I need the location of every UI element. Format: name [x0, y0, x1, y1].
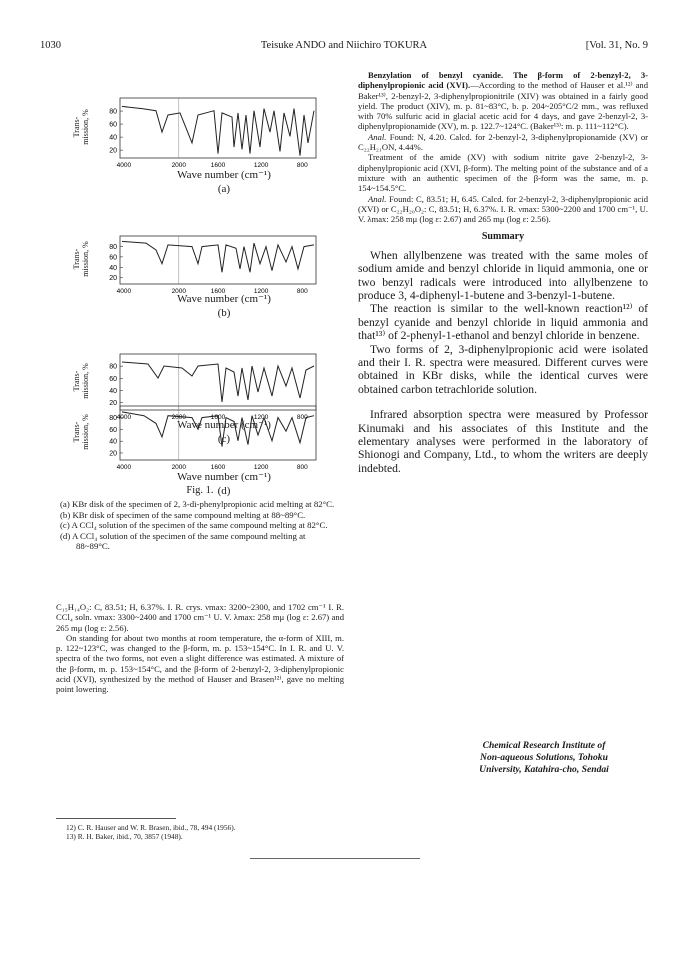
y-tick-label: 40 — [109, 438, 117, 446]
panel-label: (a) — [217, 183, 231, 195]
spectrum-curve — [122, 106, 314, 155]
x-tick-label: 4000 — [116, 414, 132, 421]
plot-frame — [120, 354, 316, 410]
x-tick-label: 1200 — [253, 464, 269, 471]
y-tick-label: 80 — [109, 243, 117, 251]
summary-paragraph-3: Two forms of 2, 3-diphenylpropionic acid were isolated and their I. R. spectra were measured. Different curves were obtained in KBr disks, while the identical curves were obtained carbon tetrachloride solution. — [358, 342, 648, 396]
y-axis-label: Trans- mission, % — [72, 363, 90, 399]
x-tick-label: 1200 — [253, 162, 269, 169]
anal-2-text: Found: C, 83.51; H, 6.45. Calcd. for 2-benzyl-2, 3-diphenylpropionic acid (XVI) or C₂₂H₂₀O₂: C, 83.51; H, 6.37%. I. R. νmax: 5300~2200 and 1700 cm⁻¹, U. V. λmax: 258 mμ (log ε: 2.67) and 265 mμ (log ε: 2.56). — [358, 193, 648, 225]
analysis-paragraph: C₁₅H₁₄O₂: C, 83.51; H, 6.37%. I. R. crys. νmax: 3200~2300, and 1702 cm⁻¹ I. R. CCl₄ soln. νmax: 3300~2400 and 1700 cm⁻¹ U. V. λmax: 258 mμ (log ε: 2.67) and 265 mμ (log ε: 2.56). — [56, 602, 344, 633]
x-axis-label: Wave number (cm⁻¹) — [177, 471, 271, 483]
spectrum-curve — [122, 412, 314, 447]
anal-1-label: Anal. — [368, 131, 387, 142]
y-tick-label: 40 — [109, 264, 117, 272]
x-tick-label: 800 — [296, 414, 308, 421]
x-tick-label: 1600 — [210, 162, 226, 169]
y-axis-label: Trans- mission, % — [72, 109, 90, 145]
right-column-text — [358, 70, 648, 475]
x-tick-label: 1600 — [210, 288, 226, 295]
x-tick-label: 2000 — [171, 162, 187, 169]
y-tick-label: 40 — [109, 388, 117, 396]
spectrum-curve — [122, 362, 314, 402]
y-tick-label: 80 — [109, 363, 117, 371]
anal-1 — [358, 132, 648, 153]
summary-paragraph-2: The reaction is similar to the well-known reaction¹²⁾ of benzyl cyanide and benzyl chloride in liquid ammonia and that¹³⁾ of 2-phenyl-1-ethanol and benzyl chloride in benzene. — [358, 302, 648, 343]
affiliation-line-3: University, Katahira-cho, Sendai — [479, 764, 609, 775]
reference-12: 12) C. R. Hauser and W. R. Brasen, ibid., 78, 494 (1956). — [66, 823, 236, 832]
standing-paragraph: On standing for about two months at room temperature, the α-form of XIII, m. p. 122~123°C, was changed to the β-form, m. p. 153~154°C. In I. R. and U. V. spectra of the two forms, not even a slight difference was estimated. A mixture of the β-form, m. p. 153~154°C, and the β-form of 2-benzyl-2, 3-diphenylpropionic acid (XVI), synthesized by the method of Hauser and Brasen¹²⁾, gave no melting point lowering. — [56, 632, 344, 695]
x-tick-label: 4000 — [116, 464, 132, 471]
caption-item-d: (d) A CCl₄ solution of the specimen of the same compound melting at 88~89°C. — [60, 530, 306, 552]
x-axis-label: Wave number (cm⁻¹) — [177, 169, 271, 181]
running-authors: Teisuke ANDO and Niichiro TOKURA — [260, 40, 428, 51]
x-tick-label: 800 — [296, 288, 308, 295]
x-tick-label: 2000 — [171, 414, 187, 421]
x-tick-label: 2000 — [171, 464, 187, 471]
y-tick-label: 80 — [109, 108, 117, 116]
panel-label: (b) — [217, 307, 231, 319]
y-tick-label: 80 — [109, 415, 117, 423]
anal-1-text: Found: N, 4.20. Calcd. for 2-benzyl-2, 3-diphenylpropionamide (XV) or C₂₂H₂₁ON, 4.44%. — [358, 131, 648, 153]
page-header — [40, 40, 648, 54]
panel-label: (d) — [217, 485, 231, 497]
caption-item-a: (a) KBr disk of the specimen of 2, 3-di-phenylpropionic acid melting at 82°C. — [60, 499, 335, 510]
references — [56, 818, 344, 841]
spectrum-panel-a — [72, 96, 330, 170]
y-tick-label: 20 — [109, 275, 117, 283]
acknowledgement: Infrared absorption spectra were measured by Professor Kinumaki and his associates of this Institute and the elementary analyses were performed in the laboratory of Shionogi and Company, Ltd., to whom the writers are deeply indebted. — [358, 408, 648, 475]
benzylation-body: —According to the method of Hauser et al.¹²⁾ and Baker¹³⁾, 2-benzyl-2, 3-diphenylpropionitrile (XIV) was obtained in a fairly good yield. The product (XIV), m. p. 81~83°C, b. p. 204~205°C/2 mm., was refluxed with 70% sulfuric acid in glacial acetic acid for 4 days, and gave 2-benzyl-2, 3-diphenylpropionamide (XV), m. p. 122.7~124°C. (Baker¹³⁾: m. p. 111~112°C). — [358, 80, 649, 132]
x-tick-label: 2000 — [171, 288, 187, 295]
y-tick-label: 40 — [109, 134, 117, 142]
affiliation-line-1: Chemical Research Institute of — [482, 740, 606, 751]
anal-2 — [358, 194, 648, 225]
x-tick-label: 4000 — [116, 162, 132, 169]
page-number: 1030 — [40, 40, 61, 51]
left-column-text — [56, 602, 344, 695]
x-tick-label: 1200 — [253, 288, 269, 295]
affiliation-line-2: Non-aqueous Solutions, Tohoku — [480, 752, 608, 763]
x-tick-label: 1200 — [253, 414, 269, 421]
x-tick-label: 1600 — [210, 464, 226, 471]
panel-label: (c) — [217, 433, 231, 445]
y-axis-label: Trans- mission, % — [72, 241, 90, 277]
y-tick-label: 60 — [109, 375, 117, 383]
caption-item-b: (b) KBr disk of specimen of the same compound melting at 88~89°C. — [60, 509, 306, 520]
x-axis-label: Wave number (cm⁻¹) — [177, 293, 271, 305]
section-heading: Benzylation of benzyl cyanide. The β-form of 2-benzyl-2, 3-diphenylpropionic acid (XVI). — [358, 70, 648, 91]
y-tick-label: 60 — [109, 426, 117, 434]
anal-2-label: Anal. — [368, 193, 387, 204]
affiliation — [440, 740, 648, 776]
y-tick-label: 20 — [109, 147, 117, 155]
x-tick-label: 800 — [296, 162, 308, 169]
y-tick-label: 60 — [109, 254, 117, 262]
footnote-rule — [56, 818, 176, 819]
y-tick-label: 60 — [109, 121, 117, 129]
spectrum-panel-b — [72, 234, 330, 296]
y-axis-label: Trans- mission, % — [72, 414, 90, 450]
spectrum-plot — [80, 234, 330, 296]
x-tick-label: 1600 — [210, 414, 226, 421]
summary-body — [358, 249, 648, 476]
reference-13: 13) R. H. Baker, ibid., 70, 3857 (1948). — [66, 832, 183, 842]
spectrum-plot — [80, 404, 330, 472]
y-tick-label: 20 — [109, 400, 117, 408]
benzylation-paragraph — [358, 70, 648, 132]
volume-info: [Vol. 31, No. 9 — [585, 40, 648, 51]
plot-frame — [120, 406, 316, 460]
figure-caption — [60, 486, 340, 551]
x-axis-label: Wave number (cm⁻¹) — [177, 419, 271, 431]
treatment-paragraph: Treatment of the amide (XV) with sodium nitrite gave 2-benzyl-2, 3-diphenylpropionic acid (XVI, β-form). The melting point of the substance and of a mixture with an authentic specimen of the β-form was the same, m. p. 154~154.5°C. — [358, 152, 648, 194]
x-tick-label: 4000 — [116, 288, 132, 295]
y-tick-label: 20 — [109, 450, 117, 458]
x-tick-label: 800 — [296, 464, 308, 471]
spectrum-panel-d — [72, 404, 330, 472]
summary-paragraph-1: When allylbenzene was treated with the same moles of sodium amide and benzyl chloride in liquid ammonia, one or two benzyl radicals were introduced into allylbenzene to produce 3, 4-diphenyl-1-butene and 3-benzyl-1-butene. — [358, 248, 648, 302]
spectrum-curve — [122, 241, 314, 272]
end-rule — [250, 858, 420, 859]
spectrum-plot — [80, 96, 330, 170]
caption-item-c: (c) A CCl₄ solution of the specimen of the same compound melting at 82°C. — [60, 520, 328, 531]
figure-title: Fig. 1. — [186, 485, 214, 496]
summary-heading: Summary — [481, 231, 525, 243]
